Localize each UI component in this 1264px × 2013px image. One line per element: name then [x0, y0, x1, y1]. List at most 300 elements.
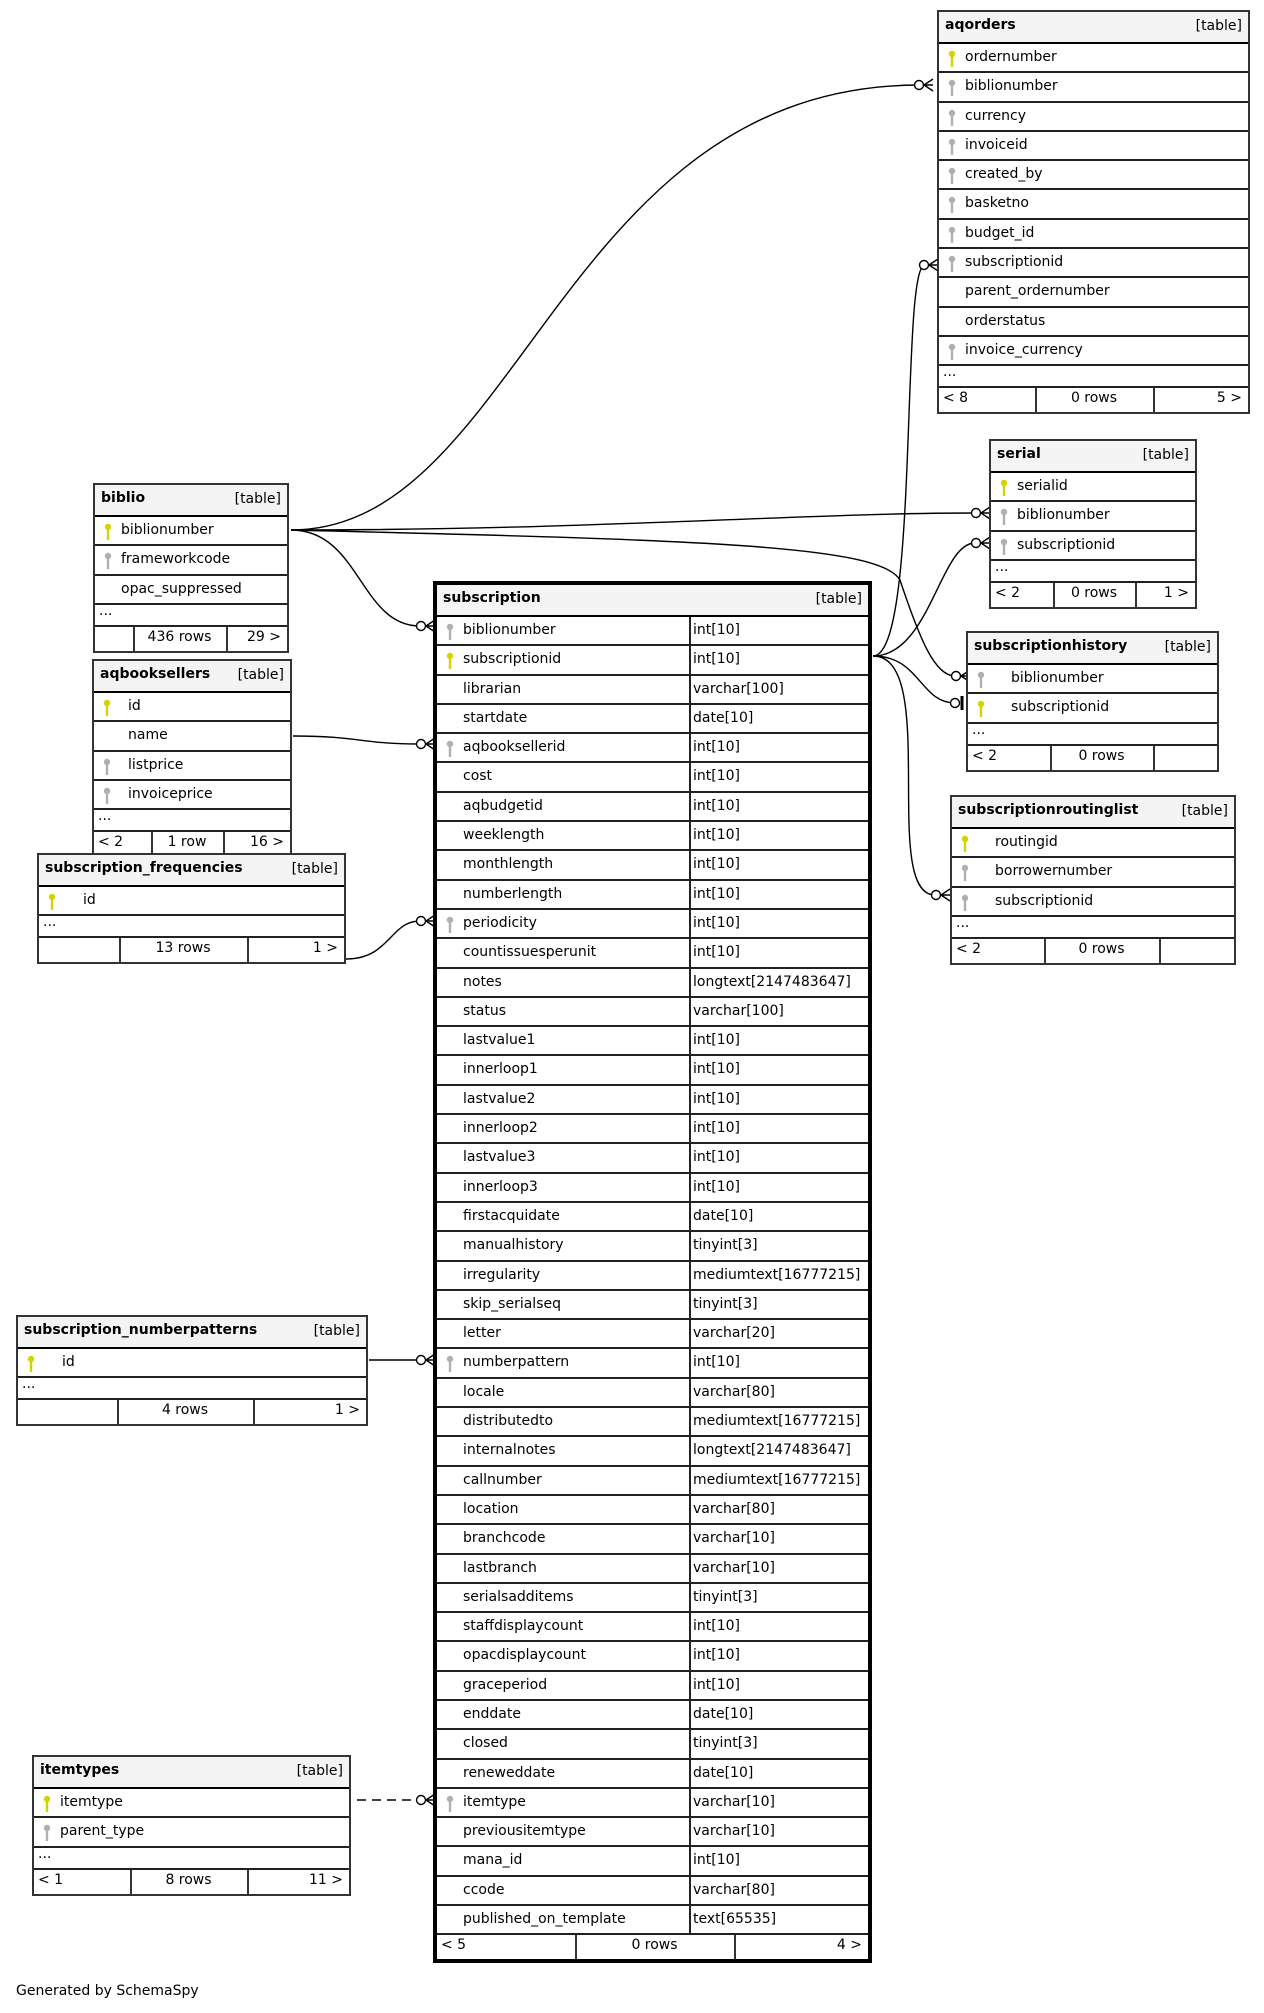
column-row[interactable] [34, 1818, 349, 1847]
column-divider [689, 1174, 691, 1203]
column-type: int[10] [693, 768, 740, 785]
column-row[interactable] [437, 1555, 868, 1584]
column-divider [689, 1291, 691, 1320]
column-name: listprice [128, 756, 184, 773]
column-row[interactable] [39, 887, 344, 916]
link-subscription-serial [873, 543, 975, 656]
foreign-key-icon [947, 79, 957, 97]
column-divider [689, 1437, 691, 1466]
table-header [968, 633, 1217, 665]
column-row[interactable] [437, 1584, 868, 1613]
optional-marker [932, 891, 941, 900]
column-name: branchcode [463, 1530, 546, 1547]
foreign-key-icon [947, 138, 957, 156]
column-divider [689, 1877, 691, 1906]
column-name: notes [463, 973, 502, 990]
footer-row-count: 8 rows [165, 1871, 212, 1888]
column-name: serialsadditems [463, 1588, 574, 1605]
column-divider [689, 822, 691, 851]
footer-divider [226, 627, 228, 651]
footer-row-count: 436 rows [147, 628, 212, 645]
column-row[interactable] [437, 1320, 868, 1349]
footer-divider [734, 1935, 736, 1959]
column-type: int[10] [693, 739, 740, 756]
table-header [952, 797, 1234, 829]
table-subscriptionhistory[interactable] [966, 631, 1219, 772]
foreign-key-icon [999, 538, 1009, 556]
column-divider [689, 793, 691, 822]
footer-row-count: 0 rows [1070, 390, 1118, 407]
foreign-key-icon [976, 671, 986, 689]
column-name: serialid [1017, 478, 1068, 494]
column-type: int[10] [693, 1120, 740, 1137]
footer-divider [247, 938, 249, 962]
footer-row-count: 0 rows [1078, 940, 1125, 957]
column-name: periodicity [463, 914, 537, 931]
table-footer [18, 1400, 366, 1424]
column-divider [689, 851, 691, 880]
column-name: itemtype [60, 1794, 123, 1810]
column-row[interactable] [437, 881, 868, 910]
table-aqorders[interactable] [937, 10, 1250, 414]
foreign-key-icon [960, 894, 970, 912]
foreign-key-icon [42, 1824, 52, 1842]
column-row[interactable] [437, 1642, 868, 1671]
column-type: text[65535] [693, 1911, 777, 1928]
column-row[interactable] [952, 829, 1234, 858]
column-divider [689, 1906, 691, 1935]
column-row[interactable] [991, 532, 1195, 561]
footer-divider [1135, 583, 1137, 607]
link-biblio-subscription [291, 530, 420, 626]
column-type: date[10] [693, 1764, 754, 1781]
column-row[interactable] [939, 190, 1248, 219]
column-divider [689, 705, 691, 734]
table-kind: [table] [815, 591, 862, 607]
footer-children: 11 > [309, 1871, 343, 1888]
column-name: basketno [965, 195, 1029, 212]
column-row[interactable] [437, 822, 868, 851]
column-name: skip_serialseq [463, 1295, 561, 1312]
column-name: lastbranch [463, 1559, 537, 1576]
column-type: int[10] [693, 1354, 740, 1371]
column-name: callnumber [463, 1471, 542, 1488]
column-row[interactable] [437, 1349, 868, 1378]
column-row[interactable] [437, 1056, 868, 1085]
column-name: closed [463, 1735, 508, 1752]
more-columns: ... [968, 724, 1217, 746]
column-divider [689, 1115, 691, 1144]
footer-row-count: 0 rows [1078, 747, 1125, 764]
foreign-key-icon [947, 109, 957, 127]
column-row[interactable] [939, 337, 1248, 366]
column-name: mana_id [463, 1852, 523, 1869]
column-name: currency [965, 107, 1026, 124]
column-row[interactable] [437, 1818, 868, 1847]
column-type: varchar[20] [693, 1325, 775, 1342]
table-name: serial [997, 446, 1041, 462]
column-row[interactable] [437, 676, 868, 705]
primary-key-icon [976, 700, 986, 718]
column-row[interactable] [952, 888, 1234, 917]
column-row[interactable] [939, 161, 1248, 190]
primary-key-icon [26, 1355, 36, 1373]
column-divider [689, 1408, 691, 1437]
column-divider [689, 1555, 691, 1584]
column-row[interactable] [437, 1232, 868, 1261]
column-row[interactable] [437, 1262, 868, 1291]
column-type: longtext[2147483647] [693, 973, 851, 990]
column-name: enddate [463, 1705, 521, 1722]
column-name: ccode [463, 1881, 505, 1898]
foreign-key-icon [102, 787, 112, 805]
column-row[interactable] [939, 73, 1248, 102]
table-kind: [table] [1181, 803, 1228, 819]
column-row[interactable] [437, 1906, 868, 1935]
column-row[interactable] [437, 1496, 868, 1525]
column-row[interactable] [437, 1115, 868, 1144]
column-type: int[10] [693, 1178, 740, 1195]
column-row[interactable] [437, 1027, 868, 1056]
column-divider [689, 1086, 691, 1115]
link-subscription-subscriptionhistory [873, 656, 955, 703]
column-row[interactable] [437, 910, 868, 939]
column-type: int[10] [693, 1061, 740, 1078]
table-subscriptionroutinglist[interactable] [950, 795, 1236, 965]
foreign-key-icon [960, 864, 970, 882]
column-type: varchar[10] [693, 1530, 775, 1547]
column-row[interactable] [95, 546, 287, 575]
primary-key-icon [47, 893, 57, 911]
footer-row-count: 13 rows [155, 940, 211, 957]
table-kind: [table] [237, 667, 284, 683]
foreign-key-icon [445, 916, 455, 934]
table-header [34, 1757, 349, 1789]
column-row[interactable] [94, 722, 290, 751]
column-name: invoice_currency [965, 341, 1083, 358]
column-divider [689, 939, 691, 968]
table-subscription-numberpatterns[interactable] [16, 1315, 368, 1426]
primary-key-icon [960, 835, 970, 853]
column-name: id [128, 698, 141, 714]
table-footer [968, 746, 1217, 770]
column-divider [689, 881, 691, 910]
column-divider [689, 1144, 691, 1173]
column-type: varchar[100] [693, 680, 784, 697]
column-divider [689, 1056, 691, 1085]
column-name: aqbooksellerid [463, 739, 566, 756]
column-type: varchar[80] [693, 1500, 775, 1517]
table-biblio[interactable] [93, 483, 289, 653]
table-name: aqorders [945, 17, 1016, 33]
column-type: varchar[100] [693, 1002, 784, 1019]
column-divider [689, 969, 691, 998]
column-row[interactable] [437, 1613, 868, 1642]
optional-marker [915, 81, 924, 90]
column-row[interactable] [991, 502, 1195, 531]
column-row[interactable] [437, 793, 868, 822]
column-row[interactable] [939, 308, 1248, 337]
column-row[interactable] [437, 1760, 868, 1789]
table-itemtypes[interactable] [32, 1755, 351, 1896]
footer-children: 1 > [312, 940, 338, 957]
column-divider [689, 1379, 691, 1408]
column-name: biblionumber [463, 622, 556, 638]
column-row[interactable] [437, 1672, 868, 1701]
column-divider [689, 1730, 691, 1759]
column-name: routingid [995, 834, 1058, 850]
column-type: int[10] [693, 856, 740, 873]
footer-parents: < 2 [995, 584, 1021, 601]
column-row[interactable] [437, 1174, 868, 1203]
more-columns: ... [952, 917, 1234, 939]
column-type: mediumtext[16777215] [693, 1413, 861, 1430]
column-row[interactable] [437, 1437, 868, 1466]
foreign-key-icon [102, 758, 112, 776]
column-row[interactable] [437, 1877, 868, 1906]
column-row[interactable] [94, 781, 290, 810]
column-name: borrowernumber [995, 863, 1113, 880]
column-row[interactable] [939, 220, 1248, 249]
column-row[interactable] [437, 1847, 868, 1876]
foreign-key-icon [445, 1795, 455, 1813]
column-name: budget_id [965, 224, 1035, 241]
optional-marker [417, 917, 426, 926]
column-row[interactable] [95, 576, 287, 605]
column-row[interactable] [437, 1086, 868, 1115]
column-type: int[10] [693, 1852, 740, 1869]
table-kind: [table] [1195, 18, 1242, 34]
column-row[interactable] [991, 473, 1195, 502]
column-divider [689, 1525, 691, 1554]
column-name: subscriptionid [965, 254, 1064, 271]
column-divider [689, 1613, 691, 1642]
column-row[interactable] [968, 665, 1217, 694]
table-kind: [table] [234, 491, 281, 507]
column-name: reneweddate [463, 1764, 556, 1781]
column-row[interactable] [34, 1789, 349, 1818]
table-header [991, 441, 1195, 473]
foreign-key-icon [999, 508, 1009, 526]
column-type: int[10] [693, 1090, 740, 1107]
more-columns: ... [39, 916, 344, 938]
column-row[interactable] [939, 44, 1248, 73]
column-name: lastvalue1 [463, 1032, 536, 1049]
table-header [437, 585, 868, 617]
column-type: varchar[10] [693, 1823, 775, 1840]
footer-parents: < 8 [943, 390, 969, 407]
table-name: subscription_numberpatterns [24, 1322, 258, 1338]
column-name: biblionumber [1011, 670, 1104, 686]
footer-children: 4 > [836, 1937, 862, 1954]
column-row[interactable] [437, 617, 868, 646]
link-biblio-serial [291, 513, 975, 530]
column-divider [689, 1262, 691, 1291]
column-row[interactable] [437, 998, 868, 1027]
column-name: graceperiod [463, 1676, 548, 1693]
column-name: invoiceid [965, 136, 1028, 153]
column-divider [689, 1349, 691, 1378]
optional-marker [417, 1796, 426, 1805]
column-row[interactable] [437, 763, 868, 792]
column-row[interactable] [437, 969, 868, 998]
table-footer [95, 627, 287, 651]
column-type: int[10] [693, 651, 740, 668]
table-kind: [table] [313, 1323, 360, 1339]
column-name: status [463, 1002, 507, 1019]
column-row[interactable] [437, 1525, 868, 1554]
table-subscription[interactable] [433, 581, 872, 1963]
footer-children: 5 > [1216, 390, 1242, 407]
column-name: previousitemtype [463, 1823, 586, 1840]
column-type: int[10] [693, 1647, 740, 1664]
table-aqbooksellers[interactable] [92, 659, 292, 858]
column-name: itemtype [463, 1793, 526, 1810]
column-row[interactable] [939, 132, 1248, 161]
column-name: ordernumber [965, 49, 1057, 65]
column-type: date[10] [693, 1207, 754, 1224]
column-row[interactable] [94, 693, 290, 722]
column-row[interactable] [437, 1730, 868, 1759]
column-divider [689, 1847, 691, 1876]
column-name: parent_type [60, 1823, 145, 1840]
column-name: created_by [965, 166, 1043, 183]
column-type: mediumtext[16777215] [693, 1471, 861, 1488]
table-serial[interactable] [989, 439, 1197, 609]
table-header [94, 661, 290, 693]
foreign-key-icon [445, 623, 455, 641]
column-row[interactable] [437, 1701, 868, 1730]
optional-marker [920, 261, 929, 270]
table-name: subscription [443, 590, 541, 606]
column-type: int[10] [693, 1618, 740, 1635]
table-name: subscriptionroutinglist [958, 802, 1139, 818]
column-row[interactable] [437, 1408, 868, 1437]
column-name: biblionumber [965, 78, 1058, 95]
column-name: location [463, 1500, 519, 1517]
column-row[interactable] [952, 858, 1234, 887]
column-row[interactable] [437, 705, 868, 734]
column-row[interactable] [18, 1349, 366, 1378]
footer-row-count: 0 rows [1070, 584, 1118, 601]
table-kind: [table] [1164, 639, 1211, 655]
column-type: int[10] [693, 914, 740, 931]
column-name: biblionumber [1017, 507, 1110, 524]
footer-parents: < 5 [441, 1937, 467, 1954]
column-type: int[10] [693, 622, 740, 638]
column-divider [689, 676, 691, 705]
column-name: subscriptionid [995, 892, 1094, 909]
column-row[interactable] [437, 1203, 868, 1232]
primary-key-icon [999, 479, 1009, 497]
table-footer [991, 583, 1195, 607]
column-divider [689, 734, 691, 763]
footer-children: 29 > [247, 628, 281, 645]
column-divider [689, 1320, 691, 1349]
column-row[interactable] [968, 694, 1217, 723]
optional-marker [972, 539, 981, 548]
footer-parents: < 2 [98, 834, 124, 851]
column-row[interactable] [94, 752, 290, 781]
column-name: innerloop1 [463, 1061, 538, 1078]
column-type: int[10] [693, 797, 740, 814]
column-type: longtext[2147483647] [693, 1442, 851, 1459]
column-name: countissuesperunit [463, 944, 597, 961]
column-divider [689, 1760, 691, 1789]
column-row[interactable] [437, 939, 868, 968]
column-divider [689, 1027, 691, 1056]
optional-marker [417, 740, 426, 749]
column-name: startdate [463, 709, 528, 726]
column-name: subscriptionid [463, 651, 562, 668]
link-frequencies-subscription [346, 921, 420, 959]
primary-key-icon [445, 652, 455, 670]
column-name: opac_suppressed [121, 580, 242, 597]
footer-divider [247, 1870, 249, 1894]
column-name: subscriptionid [1017, 536, 1116, 553]
column-divider [689, 1496, 691, 1525]
column-type: mediumtext[16777215] [693, 1266, 861, 1283]
optional-marker [951, 699, 960, 708]
column-row[interactable] [437, 1379, 868, 1408]
column-divider [689, 1467, 691, 1496]
column-divider [689, 1642, 691, 1671]
column-name: monthlength [463, 856, 554, 873]
column-name: id [62, 1354, 75, 1370]
column-name: lastvalue2 [463, 1090, 536, 1107]
column-row[interactable] [437, 851, 868, 880]
column-divider [689, 1789, 691, 1818]
column-row[interactable] [939, 249, 1248, 278]
column-row[interactable] [437, 646, 868, 675]
table-name: subscription_frequencies [45, 860, 243, 876]
foreign-key-icon [103, 552, 113, 570]
column-row[interactable] [437, 1144, 868, 1173]
column-row[interactable] [939, 103, 1248, 132]
column-row[interactable] [437, 734, 868, 763]
column-type: int[10] [693, 827, 740, 844]
column-name: internalnotes [463, 1442, 556, 1459]
footer-parents: < 2 [972, 747, 998, 764]
optional-marker [972, 509, 981, 518]
foreign-key-icon [947, 226, 957, 244]
table-name: biblio [101, 490, 146, 506]
more-columns: ... [94, 810, 290, 832]
column-row[interactable] [95, 517, 287, 546]
column-name: aqbudgetid [463, 797, 543, 814]
column-name: opacdisplaycount [463, 1647, 586, 1664]
link-subscription-aqorders [873, 265, 925, 656]
table-footer [437, 1935, 868, 1959]
footer-children: 16 > [250, 834, 284, 851]
table-kind: [table] [291, 861, 338, 877]
column-divider [689, 1672, 691, 1701]
crows-foot-marker [941, 889, 950, 901]
column-row[interactable] [437, 1467, 868, 1496]
column-row[interactable] [939, 278, 1248, 307]
column-type: varchar[10] [693, 1793, 775, 1810]
column-type: int[10] [693, 885, 740, 902]
column-type: int[10] [693, 1676, 740, 1693]
column-row[interactable] [437, 1789, 868, 1818]
column-divider [689, 1701, 691, 1730]
link-subscription-routinglist [873, 656, 935, 895]
more-columns: ... [991, 561, 1195, 583]
table-subscription-frequencies[interactable] [37, 853, 346, 964]
column-name: invoiceprice [128, 785, 213, 802]
column-name: numberlength [463, 885, 563, 902]
column-row[interactable] [437, 1291, 868, 1320]
